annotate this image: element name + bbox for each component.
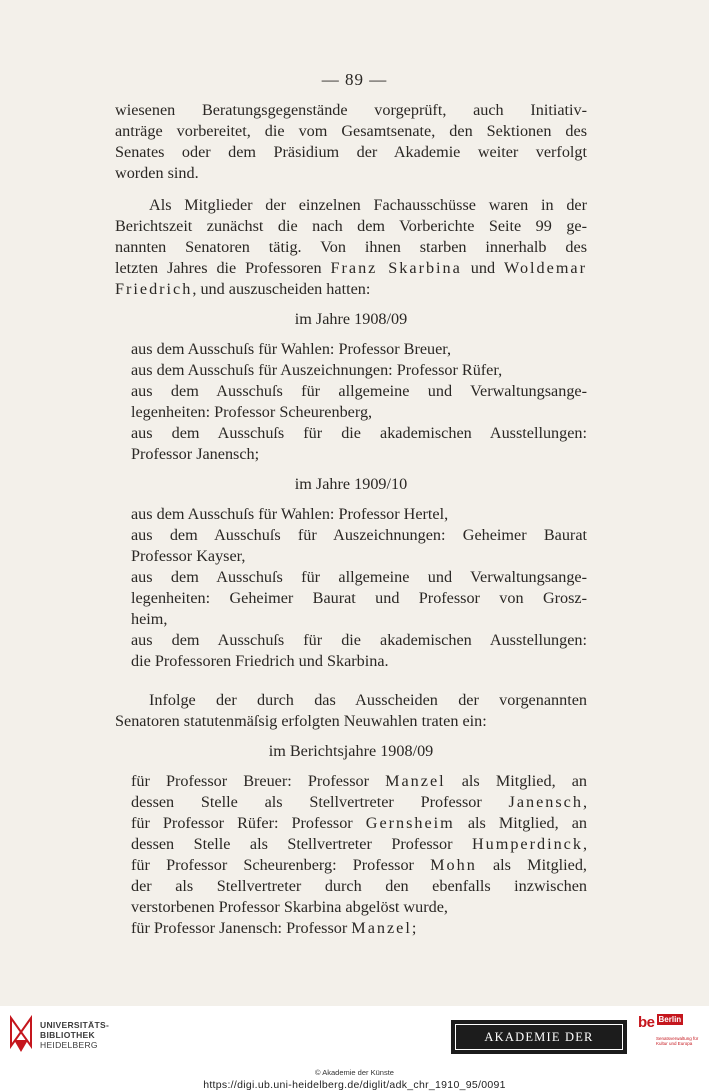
text-line: anträge vorbereitet, die vom Gesamtsenate, den Sektionen des [115,122,587,140]
ub-heidelberg-logo[interactable] [8,1014,118,1058]
ub-logo-text: UNIVERSITÄTS- BIBLIOTHEK HEIDELBERG [40,1020,110,1050]
list-item: aus dem Ausschuſs für die akademischen Ausstellungen: Professor Janensch; [131,424,587,463]
list-item: für Professor Breuer: Professor Manzel als Mitglied, an dessen Stelle als Stellvertreter Professor Janensch, [131,772,587,811]
name-woldemar: Woldemar [503,259,587,277]
text-line: Friedrich, und auszuscheiden hatten: [115,280,371,298]
list-item: aus dem Ausschuſs für Wahlen: Professor Breuer, [131,340,452,358]
text-line: Senatoren statutenmäſsig erfolgten Neuwahlen traten ein: [115,712,487,730]
page-number: — 89 — [321,70,388,89]
text-line: wiesenen Beratungsgegenstände vorgeprüft, auch Initiativ- [115,101,587,119]
list-new-elections [115,771,587,939]
adk-logo[interactable] [451,1020,627,1068]
page-body [115,100,587,939]
berlin-senate-logo[interactable] [638,1014,700,1054]
copyright-notice: © Akademie der Künste [315,1068,394,1077]
list-item: aus dem Ausschuſs für allgemeine und Verwaltungsange- legenheiten: Geheimer Baurat und Professor von Grosz- heim, [131,568,587,628]
list-item: für Professor Scheurenberg: Professor Mohn als Mitglied, der als Stellvertreter durch den ebenfalls inzwischen verstorbenen Professor Skarbina abgelöst wurde, [131,856,587,916]
text-line: worden sind. [115,164,199,182]
ub-seal-icon [8,1014,34,1054]
list-item: aus dem Ausschuſs für Auszeichnungen: Professor Rüfer, [131,361,503,379]
text-line: Senates oder dem Präsidium der Akademie weiter verfolgt [115,143,587,161]
name-friedrich: Friedrich [115,280,193,298]
text-line: nannten Senatoren tätig. Von ihnen starben innerhalb des [115,238,587,256]
list-item: für Professor Janensch: Professor Manzel; [131,919,417,937]
list-year-1909 [115,504,587,672]
paragraph-3 [115,690,587,732]
year-heading: im Berichtsjahre 1908/09 [268,742,434,760]
text-line: Berichtszeit zunächst die nach dem Vorberichte Seite 99 ge- [115,217,587,235]
paragraph-1 [115,100,587,184]
list-item: aus dem Ausschuſs für allgemeine und Verwaltungsange- legenheiten: Professor Scheurenberg, [131,382,587,421]
permalink-url[interactable]: https://digi.ub.uni-heidelberg.de/diglit/adk_chr_1910_95/0091 [203,1079,506,1091]
list-item: für Professor Rüfer: Professor Gernsheim als Mitglied, an dessen Stelle als Stellvertreter Professor Humperdinck, [131,814,588,853]
list-item: aus dem Ausschuſs für Wahlen: Professor Hertel, [131,505,449,523]
senate-caption: Senatsverwaltung für Kultur und Europa [656,1036,699,1046]
text-line: Infolge der durch das Ausscheiden der vorgenannten [149,691,587,709]
viewer-footer [0,1006,709,1092]
adk-logo-label: AKADEMIE DER KÜNSTE [455,1024,623,1050]
paragraph-2 [115,195,587,300]
name-skarbina: Franz Skarbina [330,259,462,277]
year-heading: im Jahre 1908/09 [294,310,408,328]
text-line: Als Mitglieder der einzelnen Fachausschüsse waren in der [149,196,587,214]
text-line: letzten Jahres die Professoren Franz Skarbina und Woldemar [115,259,587,277]
list-item: aus dem Ausschuſs für Auszeichnungen: Geheimer Baurat Professor Kayser, [131,526,587,565]
be-berlin-icon: be Berlin [638,1014,682,1031]
year-heading: im Jahre 1909/10 [294,475,408,493]
list-year-1908 [115,339,587,465]
list-item: aus dem Ausschuſs für die akademischen Ausstellungen: die Professoren Friedrich und Skarbina. [131,631,587,670]
